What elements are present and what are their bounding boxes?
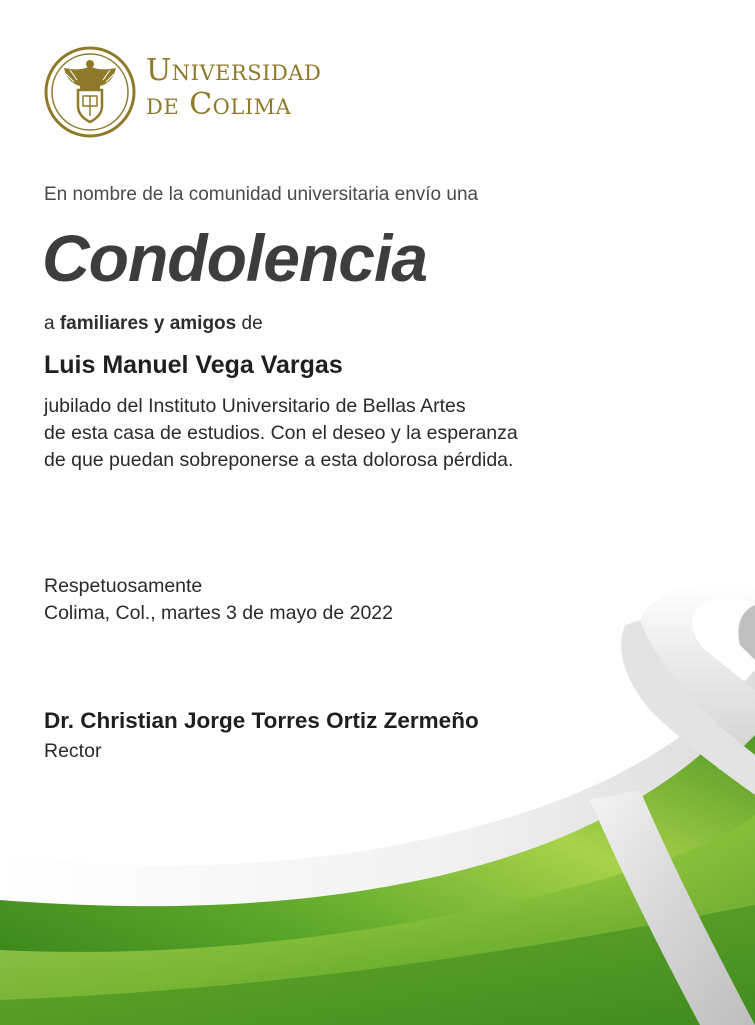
message-line: de que puedan sobreponerse a esta dolorosa pérdida. [44, 449, 514, 471]
university-wordmark [146, 54, 321, 122]
wordmark-line-2: de Colima [146, 87, 292, 122]
deceased-name: Luis Manuel Vega Vargas [44, 351, 343, 379]
place-date: Colima, Col., martes 3 de mayo de 2022 [44, 602, 394, 624]
dedication-recipients: familiares y amigos [59, 313, 237, 334]
condolence-message [44, 393, 518, 474]
wordmark-line-1: Universidad [146, 53, 322, 88]
dedication-prefix: a [44, 313, 55, 334]
closing-block [44, 573, 393, 627]
intro-text: En nombre de la comunidad universitaria envío una [44, 184, 479, 205]
university-seal-icon [44, 46, 136, 138]
dedication-suffix: de [241, 313, 263, 334]
message-line: jubilado del Instituto Universitario de Bellas Artes [44, 395, 466, 417]
dedication-line [44, 313, 263, 335]
headline-condolencia: Condolencia [42, 221, 428, 295]
message-line: de esta casa de estudios. Con el deseo y la esperanza [44, 422, 518, 444]
closing-salutation: Respetuosamente [44, 575, 203, 597]
signer-name: Dr. Christian Jorge Torres Ortiz Zermeño [44, 708, 479, 733]
signer-role: Rector [44, 740, 102, 762]
